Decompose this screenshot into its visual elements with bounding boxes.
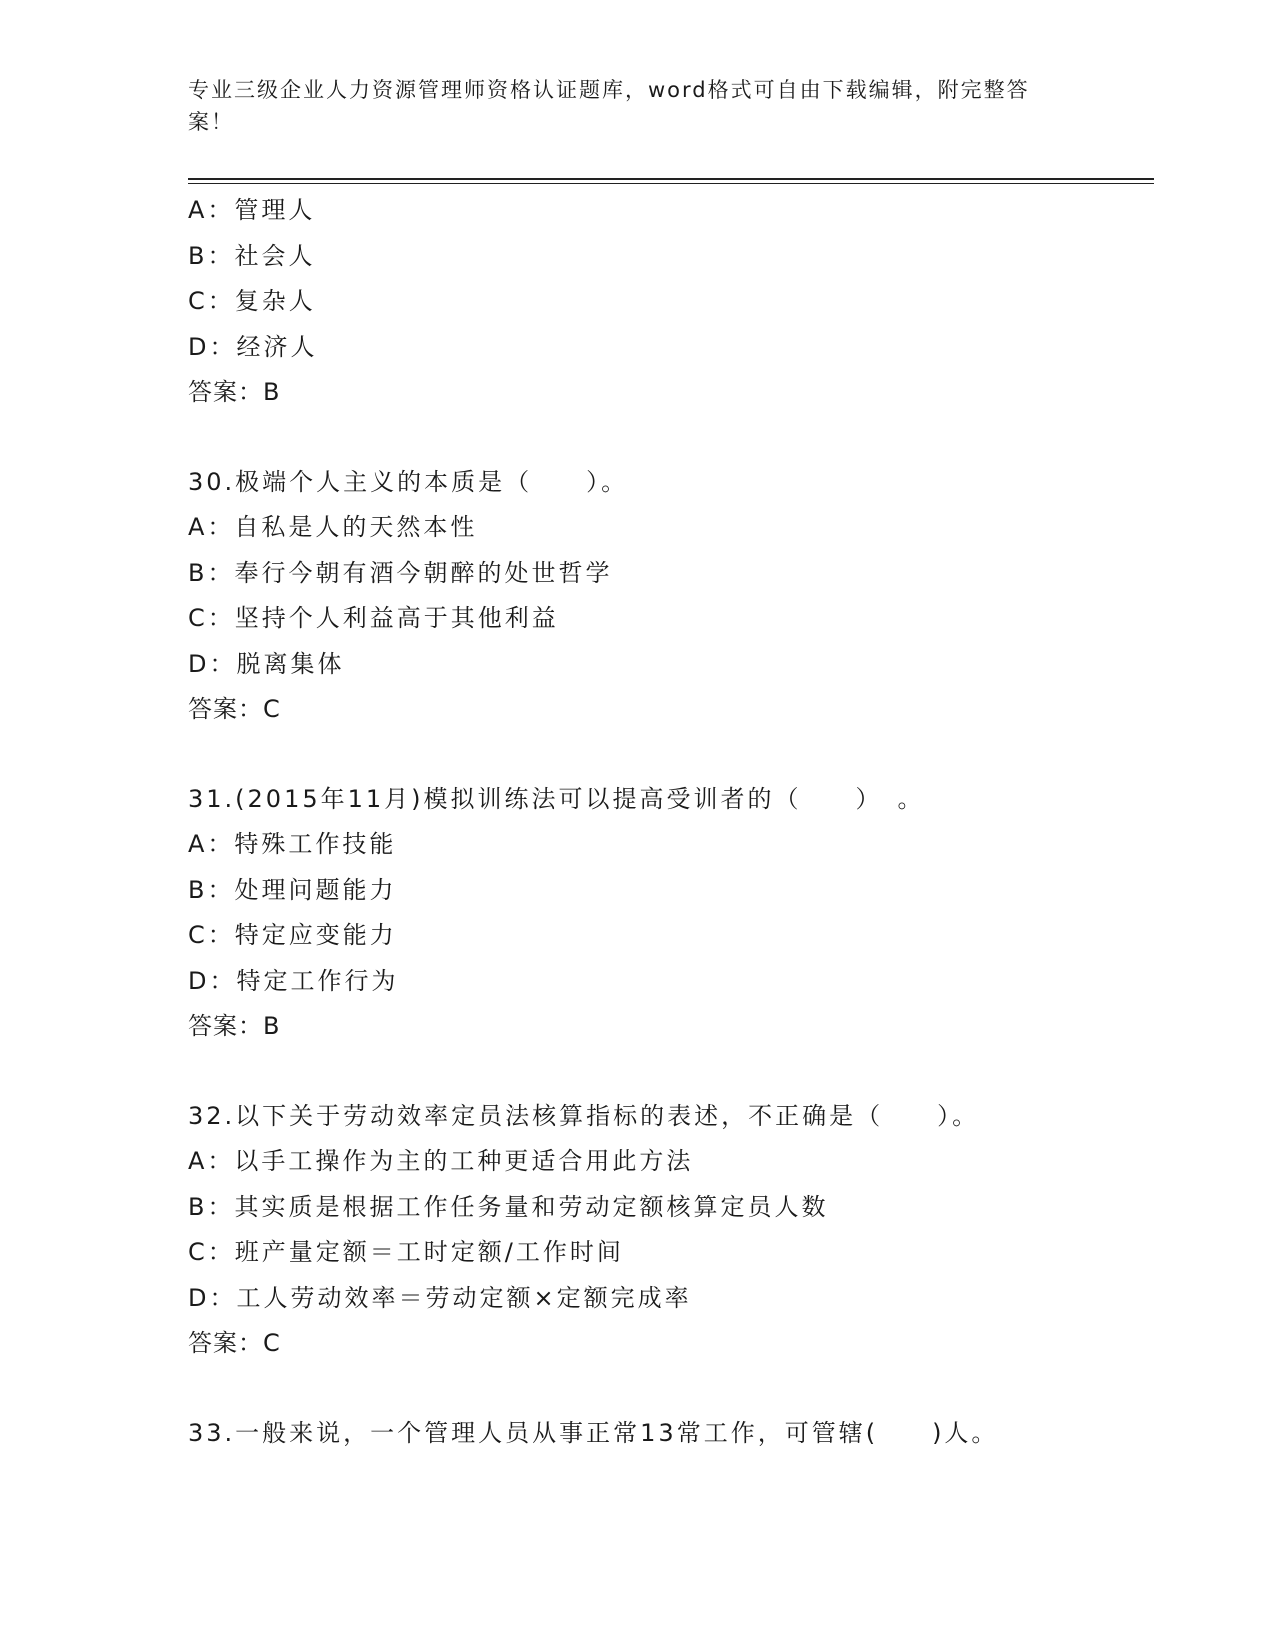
option-c: C：特定应变能力 <box>188 921 397 949</box>
answer-line: 答案：B <box>188 378 281 406</box>
header-divider <box>188 178 1154 184</box>
option-a: A：管理人 <box>188 196 316 224</box>
question-stem: 33.一般来说，一个管理人员从事正常13常工作，可管辖( )人。 <box>188 1418 999 1447</box>
answer-line: 答案：C <box>188 1329 281 1357</box>
option-c: C：班产量定额＝工时定额/工作时间 <box>188 1238 624 1266</box>
option-c: C：坚持个人利益高于其他利益 <box>188 604 559 632</box>
option-d: D：脱离集体 <box>188 649 345 678</box>
option-b: B：奉行今朝有酒今朝醉的处世哲学 <box>188 558 613 587</box>
question-stem: 31.(2015年11月)模拟训练法可以提高受训者的（ ） 。 <box>188 784 925 813</box>
question-33 <box>188 1411 1154 1457</box>
option-d: D：工人劳动效率＝劳动定额×定额完成率 <box>188 1283 692 1312</box>
option-c: C：复杂人 <box>188 287 316 315</box>
option-d: D：经济人 <box>188 332 318 361</box>
option-a: A：特殊工作技能 <box>188 830 397 858</box>
question-stem: 32.以下关于劳动效率定员法核算指标的表述，不正确是（ ）。 <box>188 1101 980 1130</box>
answer-line: 答案：B <box>188 1012 281 1040</box>
question-32 <box>188 1094 1154 1367</box>
question-29-partial <box>188 188 1154 416</box>
option-b: B：处理问题能力 <box>188 875 397 904</box>
option-a: A：以手工操作为主的工种更适合用此方法 <box>188 1147 694 1175</box>
option-b: B：其实质是根据工作任务量和劳动定额核算定员人数 <box>188 1192 829 1221</box>
question-31 <box>188 777 1154 1050</box>
option-a: A：自私是人的天然本性 <box>188 513 478 541</box>
answer-line: 答案：C <box>188 695 281 723</box>
question-30 <box>188 460 1154 733</box>
question-list <box>188 188 1154 1456</box>
question-stem: 30.极端个人主义的本质是（ ）。 <box>188 467 629 496</box>
option-d: D：特定工作行为 <box>188 966 399 995</box>
option-b: B：社会人 <box>188 241 316 270</box>
page-header: 专业三级企业人力资源管理师资格认证题库，word格式可自由下载编辑，附完整答案！ <box>188 78 1030 134</box>
